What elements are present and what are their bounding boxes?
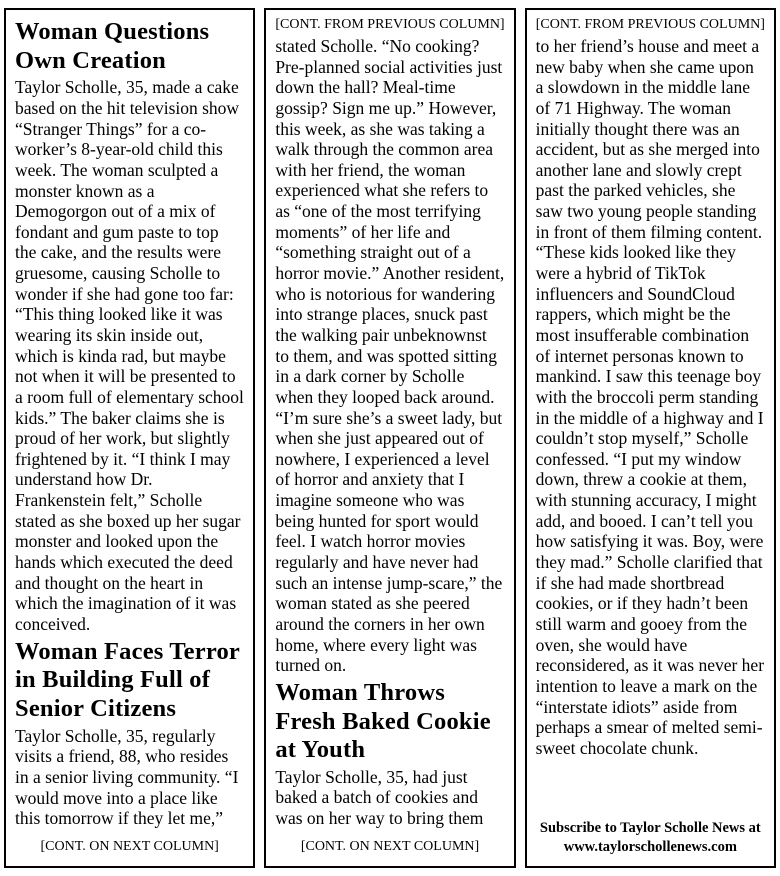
news-column-3: [525, 8, 776, 868]
article-body-senior-citizens-start: Taylor Scholle, 35, regularly visits a friend, 88, who resides in a senior living community. “I would move into a place like this tomorrow if they let me,”: [15, 725, 239, 829]
article-body-cookie-continued: to her friend’s house and meet a new baby when she came upon a slowdown in the middle lane of 71 Highway. The woman initially thought there was an accident, but as she merged into another lane and slowly crept past the parked vehicles, she saw two young people standing in front of them filming content. “These kids looked like they were a hybrid of TikTok influencers and SoundCloud rappers, which might be the most insufferable combination of internet personas known to mankind. I saw this teenage boy with the broccoli perm standing in the middle of a highway and I couldn’t stop myself,” Scholle confessed. “I put my window down, threw a cookie at them, with stunning accuracy, I might add, and booed. I can’t tell you how satisfying it was. Boy, were they mad.” Scholle clarified that if she had made shortbread cookies, or if they hadn’t been still warm and gooey from the oven, she would have reconsidered, as it was never her intention to leave a mark on the “interstate idiots” aside from perhaps a smear of melted semi-sweet chocolate chunk.: [535, 36, 765, 758]
article-body-cookie-start: Taylor Scholle, 35, had just baked a batch of cookies and was on her way to bring them: [275, 766, 484, 829]
cont-on-next-column-marker: [CONT. ON NEXT COLUMN]: [300, 839, 480, 854]
headline-woman-throws-cookie: Woman Throws Fresh Baked Cookie at Youth: [275, 678, 491, 764]
headline-woman-questions-own-creation: Woman Questions Own Creation: [15, 18, 210, 74]
cont-on-next-column-marker: [CONT. ON NEXT COLUMN]: [40, 839, 219, 854]
headline-woman-faces-terror: Woman Faces Terror in Building Full of Senior Citizens: [15, 637, 240, 722]
cont-from-previous-column-marker: [CONT. FROM PREVIOUS COLUMN]: [275, 17, 505, 32]
cont-from-previous-column-marker: [CONT. FROM PREVIOUS COLUMN]: [535, 17, 765, 32]
news-column-2: [264, 8, 515, 868]
article-body-senior-citizens-continued: stated Scholle. “No cooking? Pre-planned social activities just down the hall? Meal-time gossip? Sign me up.” However, this week, as she was taking a walk through the common area with her friend, the woman experienced what she refers to as “one of the most terrifying moments” of her life and “something straight out of a horror movie.” Another resident, who is notorious for wandering into strange places, snuck past the walking pair unbeknownst to them, and was spotted sitting in a dark corner by Scholle when they looped back around. “I’m sure she’s a sweet lady, but when she just appeared out of nowhere, I experienced a level of horror and anxiety that I imagine someone who was being hunted for sport would feel. I watch horror movies regularly and have never had such an intense jump-scare,” the woman stated as she peered around the corners in her own home, where every light was turned on.: [275, 36, 505, 676]
news-column-1: [4, 8, 255, 868]
subscribe-footer: Subscribe to Taylor Scholle News at www.taylorschollenews.com: [539, 819, 761, 856]
article-body-own-creation: Taylor Scholle, 35, made a cake based on the hit television show “Stranger Things” for a co-worker’s 8-year-old child this week. The woman sculpted a monster known as a Demogorgon out of a mix of fondant and gum paste to top the cake, and the results were gruesome, causing Scholle to wonder if she had gone too far: “This thing looked like it was wearing its skin inside out, which is kinda rad, but maybe not when it will be presented to a room full of elementary school kids.” The baker claims she is proud of her work, but slightly frightened by it. “I think I may understand how Dr. Frankenstein felt,” Scholle stated as she boxed up her sugar monster and looked upon the hands which executed the deed and thought on the heart in which the imagination of it was conceived.: [15, 77, 244, 634]
